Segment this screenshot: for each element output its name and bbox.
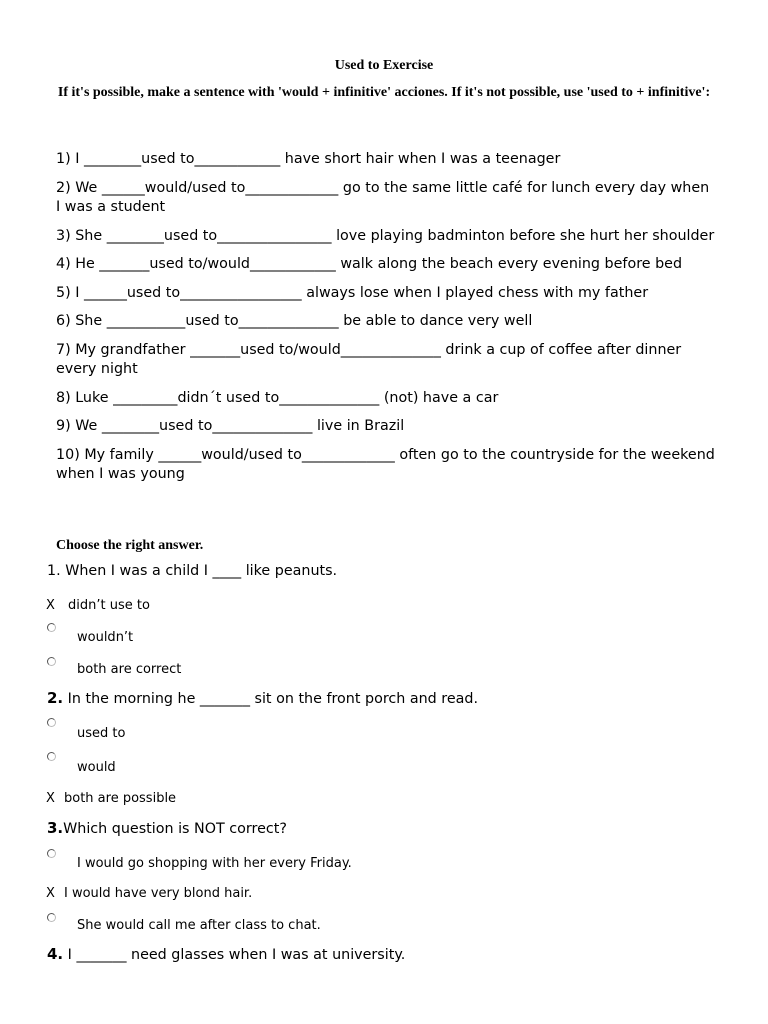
exercise-item: 1) I ________used to____________ have short hair when I was a teenager (56, 151, 561, 167)
exercise-item: 6) She ___________used to______________ be able to dance very well (56, 313, 533, 329)
radio-button[interactable] (47, 913, 56, 922)
radio-button[interactable] (47, 849, 56, 858)
question-number: 1. (47, 563, 61, 579)
question-text: When I was a child I ____ like peanuts. (60, 563, 338, 579)
option-label[interactable]: would (77, 760, 116, 775)
radio-button[interactable] (47, 752, 56, 761)
option-label[interactable]: wouldn’t (77, 630, 134, 645)
exercise-item: 5) I ______used to_________________ always lose when I played chess with my father (56, 284, 649, 301)
question-2 (47, 689, 478, 707)
exercise-item: 7) My grandfather _______used to/would______________ drink a cup of coffee after dinner every night (56, 341, 682, 377)
option-label[interactable]: both are correct (77, 662, 182, 677)
option-label[interactable]: used to (77, 726, 126, 741)
option-label[interactable]: She would call me after class to chat. (77, 918, 321, 933)
exercise-item: 3) She ________used to________________ love playing badminton before she hurt her shoulder (56, 227, 715, 244)
instructions: If it's possible, make a sentence with 'would + infinitive' acciones. If it's not possible, use 'used to + infinitive': (57, 85, 711, 100)
question-text: In the morning he _______ sit on the front porch and read. (63, 691, 479, 707)
page-title: Used to Exercise (334, 58, 434, 73)
radio-button[interactable] (47, 718, 56, 727)
option-label[interactable]: both are possible (64, 791, 177, 806)
question-1 (47, 563, 337, 579)
radio-button[interactable] (47, 623, 56, 632)
x-mark: X (46, 886, 55, 901)
option-label[interactable]: I would have very blond hair. (64, 886, 253, 901)
exercise-list (56, 150, 716, 494)
radio-button[interactable] (47, 657, 56, 666)
exercise-item: 4) He _______used to/would____________ walk along the beach every evening before bed (56, 256, 683, 272)
x-mark: X (46, 598, 55, 613)
option-label[interactable]: didn’t use to (68, 598, 150, 613)
option-label[interactable]: I would go shopping with her every Friday. (77, 856, 352, 871)
question-3 (47, 819, 287, 837)
question-text: I _______ need glasses when I was at university. (63, 947, 406, 963)
question-number: 2. (47, 689, 64, 707)
question-4 (47, 945, 405, 963)
section-title: Choose the right answer. (56, 538, 204, 553)
exercise-item: 2) We ______would/used to_____________ go to the same little café for lunch every day when I was a student (56, 179, 710, 215)
question-text: Which question is NOT correct? (63, 821, 287, 837)
x-mark: X (46, 791, 55, 806)
question-number: 4. (47, 945, 64, 963)
exercise-item: 9) We ________used to______________ live in Brazil (56, 418, 405, 434)
question-number: 3. (47, 819, 64, 837)
exercise-item: 8) Luke _________didn´t used to______________ (not) have a car (56, 389, 499, 406)
exercise-item: 10) My family ______would/used to_____________ often go to the countryside for the weekend when I was young (56, 446, 715, 482)
